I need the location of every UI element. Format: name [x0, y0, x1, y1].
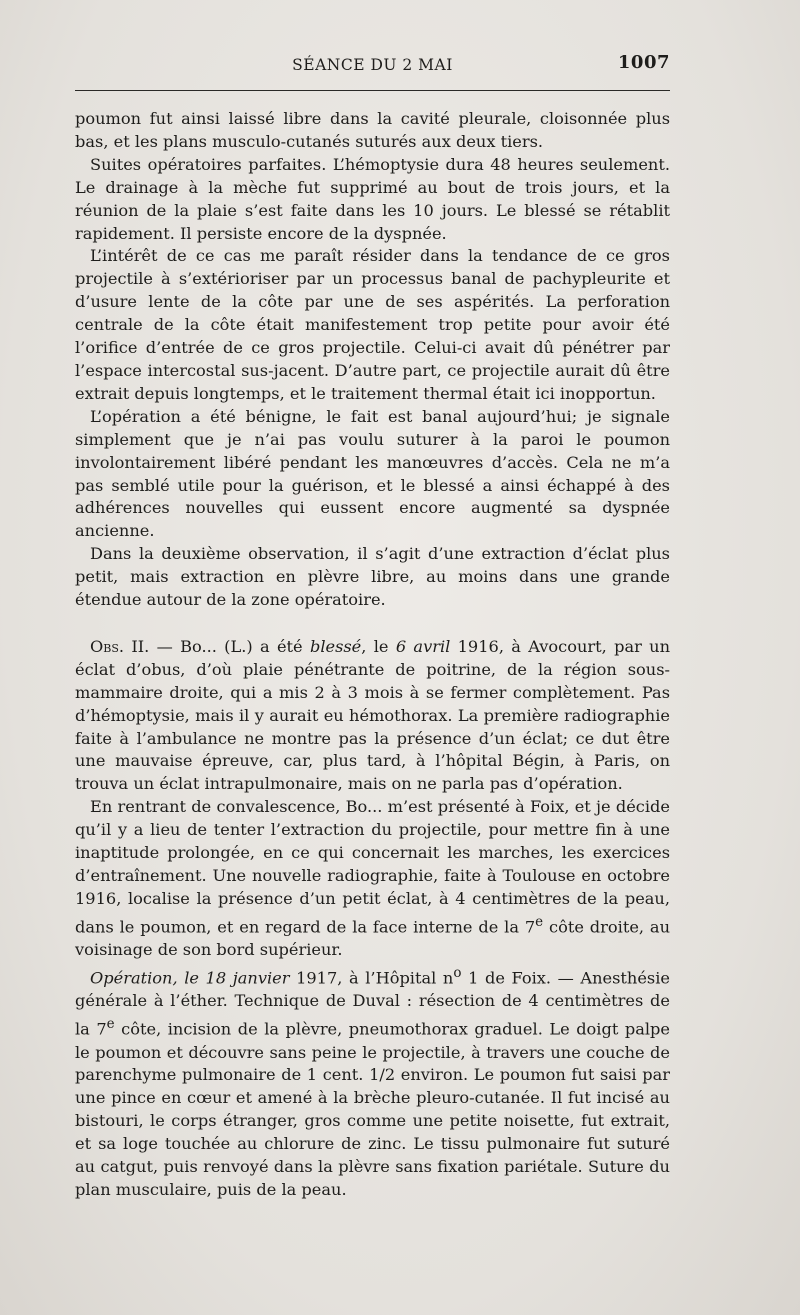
- convalescence-tail: côte droite, au voisinage de son bord supérieur.: [75, 917, 670, 960]
- operation-label: Opération, le 18 janvier: [90, 968, 290, 988]
- convalescence-text: En rentrant de convalescence, Bo... m’est présenté à Foix, et je décide qu’il y a lieu de tenter l’extraction du projectile, pour mettre fin à une inaptitude prolongée, en ce qui concernait les marches, les exercices d’entraînement. Une nouvelle radiographie, faite à Toulouse en octobre 1916, localise la présence d’un petit éclat, à 4 centimètres de la peau, dans le poumon, et en regard de la face interne de la 7: [75, 797, 670, 937]
- paragraph-interet: L’intérêt de ce cas me paraît résider dans la tendance de ce gros projectile à s’extérioriser par un processus banal de pachypleurite et d’usure lente de la côte par une de ses aspérités. La perforation centrale de la côte était manifestement trop petite pour avoir été l’orifice d’entrée de ce gros projectile. Celui-ci avait dû pénétrer par l’espace intercostal sus-jacent. D’autre part, ce projectile aurait dû être extrait depuis longtemps, et le traitement thermal était ici inopportun.: [75, 246, 670, 403]
- operation-text-3: côte, incision de la plèvre, pneumothorax graduel. Le doigt palpe le poumon et découvre sans peine le projectile, à travers une couche de parenchyme pulmonaire de 1 cent. 1/2 environ. Le poumon fut saisi par une pince en cœur et amené à la brèche pleuro-cutanée. Il fut incisé au bistouri, le corps étranger, gros comme une petite noisette, fut extrait, et sa loge touchée au chlorure de zinc. Le tissu pulmonaire fut suturé au catgut, puis renvoyé dans la plèvre sans fixation pariétale. Suture du plan musculaire, puis de la peau.: [75, 1019, 670, 1199]
- observation-blesse: blessé: [309, 636, 362, 656]
- section-gap: [75, 612, 670, 636]
- observation-date: 6 avril: [395, 636, 451, 656]
- body-text: [75, 108, 670, 1202]
- operation-text-2: 1 de Foix. — Anesthésie générale à l’éther. Technique de Duval : résection de 4 centimètres de la 7: [75, 968, 671, 1039]
- running-title: SÉANCE DU 2 MAI: [292, 56, 453, 74]
- observation-label: Obs. II.: [90, 636, 150, 656]
- paragraph-operation-benigne: L’opération a été bénigne, le fait est banal aujourd’hui; je signale simplement que je n’ai pas voulu suturer à la paroi le poumon involontairement libéré pendant les manœuvres d’accès. Cela ne m’a pas semblé utile pour la guérison, et le blessé a ainsi échappé à des adhérences nouvelles qui eussent encore augmenté sa dyspnée ancienne.: [75, 406, 670, 541]
- convalescence-sup: e: [535, 913, 544, 930]
- paragraph-continuation: poumon fut ainsi laissé libre dans la cavité pleurale, cloisonnée plus bas, et les plans musculo-cutanés suturés aux deux tiers.: [75, 109, 670, 151]
- running-header: [75, 52, 670, 78]
- operation-sup-e: e: [106, 1016, 115, 1033]
- observation-patient: — Bo... (L.) a été: [149, 636, 310, 656]
- header-rule: [75, 90, 670, 91]
- paragraph-operation: [75, 962, 670, 1202]
- observation-le: , le: [361, 636, 396, 656]
- operation-text-1: 1917, à l’Hôpital n: [289, 968, 454, 988]
- page-number: 1007: [617, 52, 670, 73]
- paragraph-suites: Suites opératoires parfaites. L’hémoptysie dura 48 heures seulement. Le drainage à la mèche fut supprimé au bout de trois jours, et la réunion de la plaie s’est faite dans les 10 jours. Le blessé se rétablit rapidement. Il persiste encore de la dyspnée.: [75, 154, 670, 243]
- paragraph-convalescence: [75, 796, 670, 962]
- observation-paragraph: [75, 636, 670, 796]
- observation-text: 1916, à Avocourt, par un éclat d’obus, d’où plaie pénétrante de poitrine, de la région sous-mammaire droite, qui a mis 2 à 3 mois à se fermer complètement. Pas d’hémoptysie, mais il y aurait eu hémothorax. La première radiographie faite à l’ambulance ne montre pas la présence d’un éclat; ce dut être une mauvaise épreuve, car, plus tard, à l’hôpital Bégin, à Paris, on trouva un éclat intrapulmonaire, mais on ne parla pas d’opération.: [75, 636, 670, 794]
- operation-sup-o: o: [453, 965, 462, 982]
- paragraph-deuxieme-observation: Dans la deuxième observation, il s’agit d’une extraction d’éclat plus petit, mais extraction en plèvre libre, au moins dans une grande étendue autour de la zone opératoire.: [75, 544, 670, 610]
